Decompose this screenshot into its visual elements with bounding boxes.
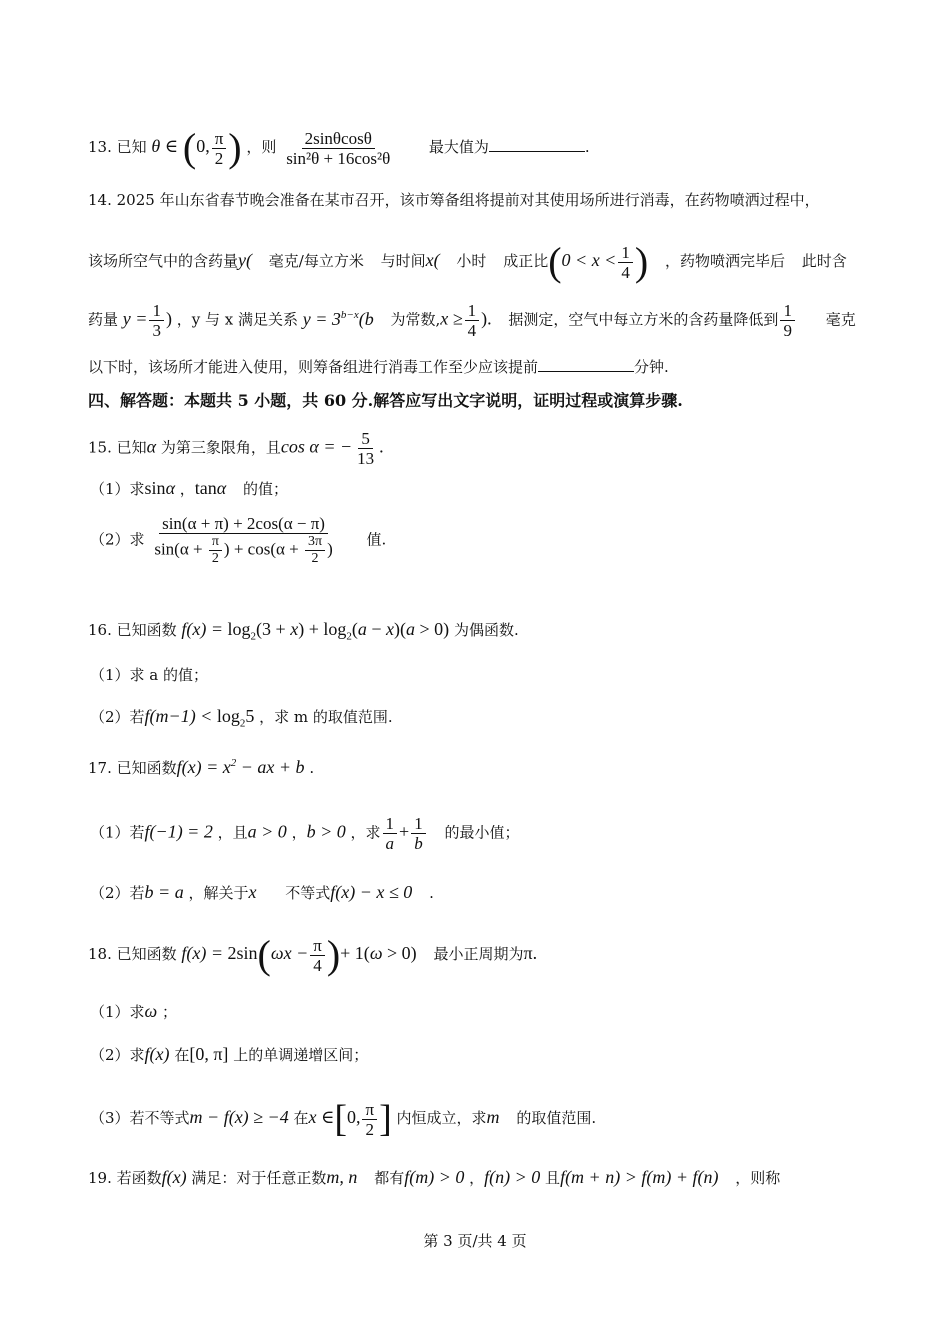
- q16-part2: （2）若$f(m-1) < \log_25$ ，求 m 的取值范围.: [90, 706, 393, 730]
- q15-stem: 15. 已知α 为第三象限角，且cos α = − $\frac{5}{13}$ .: [88, 429, 384, 468]
- q13-answer-blank[interactable]: [489, 137, 585, 152]
- section4-heading: 四、解答题：本题共 5 小题，共 60 分.解答应写出文字说明，证明过程或演算步骤.: [88, 391, 683, 410]
- q16-part1: （1）求 a 的值；: [90, 666, 209, 684]
- q13-number: 13. 已知: [88, 138, 147, 156]
- q15-fraction: sin(α + π) + 2cos(α − π) sin(α + $\frac{\pi}{2}$ ) + cos(α + $\frac{3\pi}{2}$ ): [154, 514, 333, 566]
- q17-stem: 17. 已知函数$f(x) = x^2$ − ax + b .: [88, 757, 315, 777]
- q17-part2: （2）若b = a ，解关于x 不等式f(x) − x ≤ 0 .: [90, 882, 434, 902]
- q13-max-text: 最大值为: [428, 138, 489, 156]
- q15-part2: （2）求 sin(α + π) + 2cos(α − π) sin(α + $\frac{\pi}{2}$ ) + cos(α + $\frac{3\pi}{2}$ ) 值.: [90, 514, 387, 566]
- q19-stem: 19. 若函数f(x) 满足：对于任意正数m, n 都有f(m) > 0 ，f(n) > 0 且f(m + n) > f(m) + f(n) ，则称: [88, 1167, 781, 1187]
- q14-line2: 该场所空气中的含药量y( 毫克/每立方米 与时间x( 小时 成正比(0 < x < $\frac{1}{4}$ ) ，药物喷洒完毕后 此时含: [88, 239, 847, 284]
- q15-part1: （1）求sinα ，tanα 的值；: [90, 478, 289, 498]
- q13-math-theta: θ ∈: [151, 136, 179, 156]
- q14-line4: 以下时，该场所才能进入使用，则筹备组进行消毒工作至少应该提前 分钟.: [88, 358, 669, 376]
- q18-part3: （3）若不等式m − f(x) ≥ −4 在x ∈[0, $\frac{\pi}{2}$ ] 内恒成立，求m 的取值范围.: [90, 1098, 597, 1140]
- page-footer: 第 3 页/共 4 页: [423, 1232, 527, 1250]
- q18-part1: （1）求ω ；: [90, 1001, 178, 1021]
- q13-fraction: $\frac{2\sin\theta\cos\theta}{\text{sin²θ + 16cos²θ}}$: [286, 128, 391, 168]
- q14-answer-blank[interactable]: [538, 357, 634, 372]
- q18-part2: （2）求f(x) 在[0, π] 上的单调递增区间；: [90, 1044, 369, 1064]
- q14-line3: 药量 y = $\frac{1}{3}$ ) ，y 与 x 满足关系 $y = 3^{b-x}(b$ 为常数,x ≥ $\frac{1}{4}$ ). 据测定，空气中每立方米的含药量降低到 $\frac{1}{9}$ 毫克: [88, 301, 856, 340]
- q13-line: 13. 已知 θ ∈ (0, $\frac{\pi}{2}$ ) ，则 $\frac{2\sin\theta\cos\theta}{\text{sin²θ + 16cos²θ}}$ 最大值为 .: [88, 125, 590, 170]
- q18-stem: 18. 已知函数 f(x) = 2sin(ωx − $\frac{\pi}{4}$ )+ 1(ω > 0) 最小正周期为π.: [88, 932, 538, 977]
- q14-line1: 14. 2025 年山东省春节晚会准备在某市召开，该市筹备组将提前对其使用场所进行消毒，在药物喷洒过程中，: [88, 191, 820, 209]
- q17-part1: （1）若f(−1) = 2 ，且a > 0 ，b > 0 ，求 $\frac{1}{a}$ + $\frac{1}{b}$ 的最小值；: [90, 814, 520, 853]
- q16-stem: 16. 已知函数 $f(x) = \log_2(3 + x) + \log_2(a - x)(a > 0)$ 为偶函数.: [88, 619, 519, 643]
